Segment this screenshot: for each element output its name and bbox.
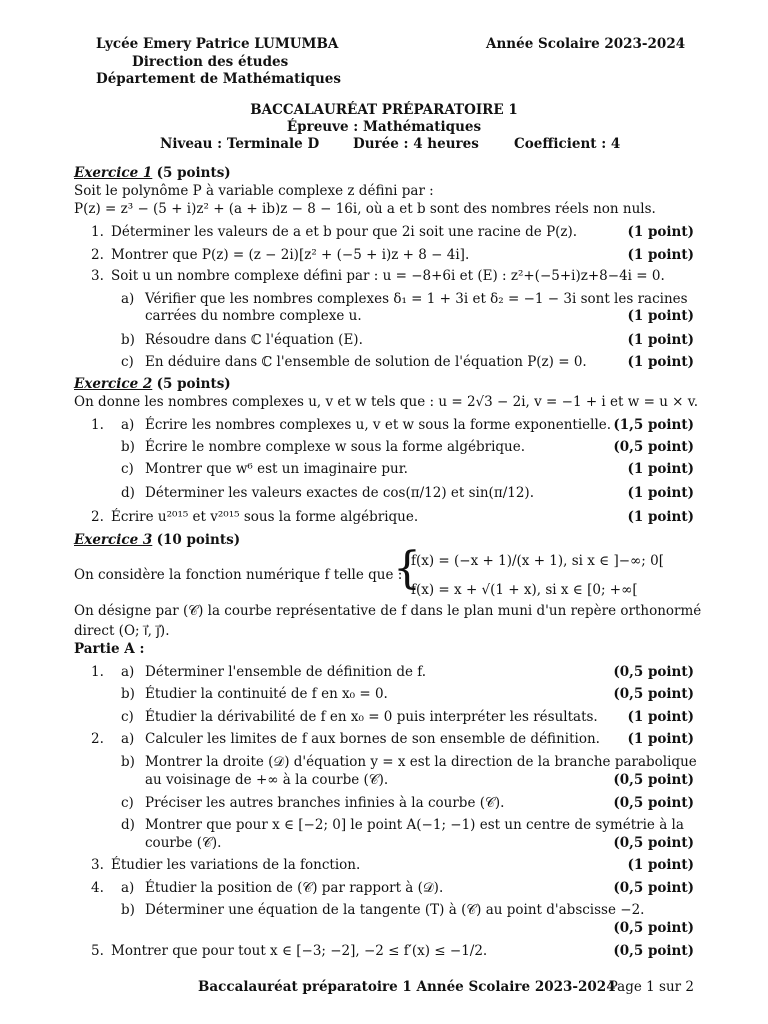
question-number: 1. — [91, 224, 104, 240]
exercise-1-title: Exercice 1 — [74, 165, 153, 181]
ex1-question-3: Soit u un nombre complexe défini par : u = −8+6i et (E) : z²+(−5+i)z+8−4i = 0. — [111, 268, 665, 284]
ex2-q1d: Déterminer les valeurs exactes de cos(π/12) et sin(π/12). — [145, 485, 534, 501]
ex3-q3-points: (1 point) — [627, 857, 694, 873]
ex1-q3b-points: (1 point) — [627, 332, 694, 348]
subquestion-letter: a) — [121, 417, 135, 433]
exercise-1-definition: P(z) = z³ − (5 + i)z² + (a + ib)z − 8 − 16i, où a et b sont des nombres réels non nuls. — [74, 201, 656, 217]
ex3-q2b-points: (0,5 point) — [613, 772, 694, 788]
subquestion-letter: b) — [121, 754, 135, 770]
subquestion-letter: c) — [121, 354, 134, 370]
ex3-q1a-points: (0,5 point) — [613, 664, 694, 680]
ex1-q3c-points: (1 point) — [627, 354, 694, 370]
subquestion-letter: a) — [121, 880, 135, 896]
exercise-2-title: Exercice 2 — [74, 376, 153, 392]
ex3-q5-points: (0,5 point) — [613, 943, 694, 959]
ex2-q1b-points: (0,5 point) — [613, 439, 694, 455]
subquestion-letter: c) — [121, 461, 134, 477]
ex3-q5: Montrer que pour tout x ∈ [−3; −2], −2 ≤ f′(x) ≤ −1/2. — [111, 943, 488, 959]
part-a-heading: Partie A : — [74, 641, 145, 657]
exam-title: BACCALAURÉAT PRÉPARATOIRE 1 — [250, 102, 518, 118]
exercise-1-intro: Soit le polynôme P à variable complexe z défini par : — [74, 183, 434, 199]
exercise-3-heading — [74, 532, 240, 548]
footer-title: Baccalauréat préparatoire 1 Année Scolaire 2023-2024 — [198, 979, 616, 995]
question-number: 1. — [91, 664, 104, 680]
exercise-3-title: Exercice 3 — [74, 532, 153, 548]
ex3-q1c-points: (1 point) — [627, 709, 694, 725]
exercise-2-heading — [74, 376, 231, 392]
ex1-q2-points: (1 point) — [627, 247, 694, 263]
ex3-q4a: Étudier la position de (𝒞) par rapport à (𝒟). — [145, 880, 444, 896]
exam-subject: Épreuve : Mathématiques — [286, 119, 482, 135]
ex2-q1b: Écrire le nombre complexe w sous la forme algébrique. — [145, 439, 526, 455]
subquestion-letter: a) — [121, 664, 135, 680]
ex3-q1b-points: (0,5 point) — [613, 686, 694, 702]
curve-description-line2: direct (O; i⃗, j⃗). — [74, 623, 170, 639]
ex3-q2a: Calculer les limites de f aux bornes de son ensemble de définition. — [145, 731, 600, 747]
question-number: 2. — [91, 509, 104, 525]
exercise-2-points: (5 points) — [156, 376, 231, 392]
school-year: Année Scolaire 2023-2024 — [486, 36, 686, 52]
subquestion-letter: a) — [121, 731, 135, 747]
piecewise-case-1: f(x) = (−x + 1)/(x + 1), si x ∈ ]−∞; 0[ — [411, 553, 664, 569]
ex1-q3b: Résoudre dans ℂ l'équation (E). — [145, 332, 363, 348]
exam-coefficient: Coefficient : 4 — [514, 136, 621, 152]
ex3-q2b-line1: Montrer la droite (𝒟) d'équation y = x est la direction de la branche parabolique — [145, 754, 697, 770]
ex3-q4a-points: (0,5 point) — [613, 880, 694, 896]
subquestion-letter: d) — [121, 485, 135, 501]
question-number: 4. — [91, 880, 104, 896]
question-number: 5. — [91, 943, 104, 959]
ex2-q1c-points: (1 point) — [627, 461, 694, 477]
ex1-q3a-points: (1 point) — [627, 308, 694, 324]
ex3-q2a-points: (1 point) — [627, 731, 694, 747]
ex1-question-1: Déterminer les valeurs de a et b pour que 2i soit une racine de P(z). — [111, 224, 578, 240]
exercise-1-heading — [74, 165, 231, 181]
ex2-q1c: Montrer que w⁶ est un imaginaire pur. — [145, 461, 408, 477]
direction-label: Direction des études — [132, 54, 289, 70]
exercise-3-intro: On considère la fonction numérique f telle que : — [74, 567, 403, 583]
ex2-q1d-points: (1 point) — [627, 485, 694, 501]
ex3-q2d-line1: Montrer que pour x ∈ [−2; 0] le point A(−1; −1) est un centre de symétrie à la — [145, 817, 684, 833]
subquestion-letter: b) — [121, 332, 135, 348]
ex1-q3a-line1: Vérifier que les nombres complexes δ₁ = 1 + 3i et δ₂ = −1 − 3i sont les racines — [145, 291, 688, 307]
ex2-q1a: Écrire les nombres complexes u, v et w sous la forme exponentielle. — [145, 417, 612, 433]
subquestion-letter: c) — [121, 795, 134, 811]
piecewise-brace: { — [393, 543, 421, 594]
subquestion-letter: c) — [121, 709, 134, 725]
ex1-q3c: En déduire dans ℂ l'ensemble de solution de l'équation P(z) = 0. — [145, 354, 587, 370]
question-number: 1. — [91, 417, 104, 433]
curve-description-line1: On désigne par (𝒞) la courbe représentative de f dans le plan muni d'un repère orthonormé — [74, 603, 702, 619]
question-number: 2. — [91, 247, 104, 263]
question-number: 3. — [91, 268, 104, 284]
page-number: Page 1 sur 2 — [608, 979, 694, 995]
ex3-q2c-points: (0,5 point) — [613, 795, 694, 811]
ex3-q1a: Déterminer l'ensemble de définition de f. — [145, 664, 427, 680]
ex2-q1a-points: (1,5 point) — [613, 417, 694, 433]
piecewise-case-2: f(x) = x + √(1 + x), si x ∈ [0; +∞[ — [411, 582, 638, 598]
ex1-q1-points: (1 point) — [627, 224, 694, 240]
ex1-q3a-line2: carrées du nombre complexe u. — [145, 308, 362, 324]
ex3-q4b-points: (0,5 point) — [613, 920, 694, 936]
exam-duration: Durée : 4 heures — [353, 136, 479, 152]
ex3-q2c: Préciser les autres branches infinies à la courbe (𝒞). — [145, 795, 505, 811]
ex1-question-2: Montrer que P(z) = (z − 2i)[z² + (−5 + i)z + 8 − 4i]. — [111, 247, 470, 263]
ex3-q2d-points: (0,5 point) — [613, 835, 694, 851]
ex2-q2: Écrire u²⁰¹⁵ et v²⁰¹⁵ sous la forme algébrique. — [111, 509, 419, 525]
ex2-q2-points: (1 point) — [627, 509, 694, 525]
ex3-q4b: Déterminer une équation de la tangente (T) à (𝒞) au point d'abscisse −2. — [145, 902, 645, 918]
ex3-q3: Étudier les variations de la fonction. — [111, 857, 361, 873]
subquestion-letter: a) — [121, 291, 135, 307]
ex3-q2b-line2: au voisinage de +∞ à la courbe (𝒞). — [145, 772, 389, 788]
question-number: 3. — [91, 857, 104, 873]
ex3-q2d-line2: courbe (𝒞). — [145, 835, 222, 851]
exercise-3-points: (10 points) — [156, 532, 241, 548]
ex3-q1c: Étudier la dérivabilité de f en x₀ = 0 puis interpréter les résultats. — [145, 709, 598, 725]
subquestion-letter: b) — [121, 902, 135, 918]
subquestion-letter: b) — [121, 439, 135, 455]
ex3-q1b: Étudier la continuité de f en x₀ = 0. — [145, 686, 388, 702]
subquestion-letter: b) — [121, 686, 135, 702]
exercise-2-intro: On donne les nombres complexes u, v et w tels que : u = 2√3 − 2i, v = −1 + i et w = u × v. — [74, 394, 699, 410]
question-number: 2. — [91, 731, 104, 747]
department-label: Département de Mathématiques — [96, 71, 341, 87]
exam-level: Niveau : Terminale D — [160, 136, 320, 152]
school-name: Lycée Emery Patrice LUMUMBA — [96, 36, 339, 52]
exercise-1-points: (5 points) — [156, 165, 231, 181]
subquestion-letter: d) — [121, 817, 135, 833]
